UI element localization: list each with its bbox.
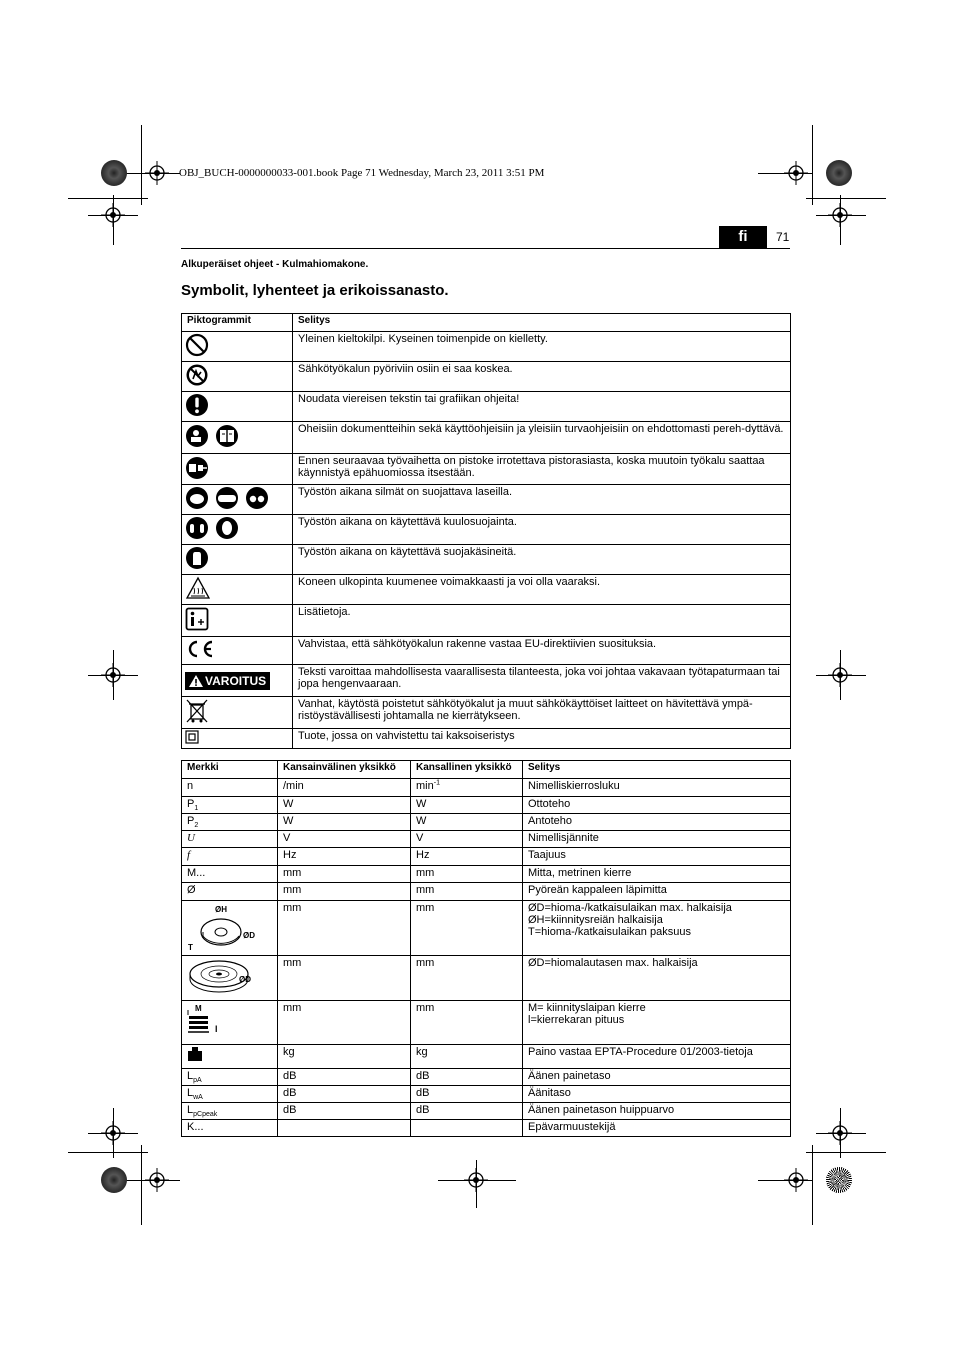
svg-text:ØH: ØH xyxy=(215,905,227,914)
symbol-cell xyxy=(182,901,278,956)
pictogram-row xyxy=(182,697,791,729)
national-unit-cell xyxy=(411,1069,523,1086)
weight-icon xyxy=(187,1046,203,1065)
symbol-subscript: 2 xyxy=(194,822,199,830)
national-unit-text: dB xyxy=(416,1104,430,1116)
national-unit-text: mm xyxy=(416,884,435,896)
gloves-icon xyxy=(185,546,209,573)
explanation-cell xyxy=(523,831,791,848)
international-unit-cell: mm xyxy=(278,866,411,883)
unit-row xyxy=(182,797,791,814)
hot-surface-icon xyxy=(185,576,211,603)
pictogram-row xyxy=(182,515,791,545)
national-unit-text: mm xyxy=(416,902,435,914)
explanation-line: Mitta, metrinen kierre xyxy=(528,867,632,879)
sanding-pad-diagram-icon xyxy=(187,957,267,1000)
pictogram-description: Lisätietoja. xyxy=(293,605,791,637)
explanation-line: ØH=kiinnitysreiän halkaisija xyxy=(528,914,663,926)
registration-disc-icon xyxy=(826,160,852,186)
pictogram-description: Työstön aikana silmät on suojattava laseilla. xyxy=(293,485,791,515)
pictogram-row xyxy=(182,362,791,392)
symbol-cell xyxy=(182,779,278,797)
svg-text:M: M xyxy=(195,1004,202,1013)
national-unit-cell xyxy=(411,1120,523,1137)
symbol-cell xyxy=(182,1086,278,1103)
pictogram-row xyxy=(182,575,791,605)
pictogram-cell xyxy=(182,545,293,575)
symbol-cell xyxy=(182,814,278,831)
pictogram-description: Ennen seuraavaa työvaihetta on pistoke irrotettava pistorasiasta, koska muutoin työkalu saattaa käynnistyä epähuomiossa itsestään. xyxy=(293,454,791,485)
explanation-cell xyxy=(523,797,791,814)
explanation-line: Äänitaso xyxy=(528,1087,571,1099)
national-unit-cell xyxy=(411,1001,523,1045)
registration-burst-icon xyxy=(826,1167,852,1193)
registration-target-icon xyxy=(145,1168,169,1192)
symbol-text: f xyxy=(187,849,191,861)
explanation-cell xyxy=(523,866,791,883)
pictogram-cell xyxy=(182,362,293,392)
pictogram-cell xyxy=(182,422,293,454)
symbol-subscript: pA xyxy=(193,1077,202,1085)
pictogram-cell xyxy=(182,575,293,605)
national-unit-cell xyxy=(411,814,523,831)
symbol-cell xyxy=(182,956,278,1001)
pictogram-cell xyxy=(182,515,293,545)
unit-row xyxy=(182,883,791,901)
pictogram-row xyxy=(182,332,791,362)
national-unit-cell xyxy=(411,866,523,883)
registration-target-icon xyxy=(828,203,852,227)
pictogram-cell xyxy=(182,485,293,515)
unit-row xyxy=(182,1120,791,1137)
language-tab: fi xyxy=(719,226,767,248)
international-unit-cell: W xyxy=(278,797,411,814)
registration-target-icon xyxy=(828,663,852,687)
explanation-cell xyxy=(523,1045,791,1069)
international-unit-cell: mm xyxy=(278,901,411,956)
symbol-text: L xyxy=(187,1087,194,1099)
explanation-cell xyxy=(523,1103,791,1120)
do-not-touch-rotating-icon xyxy=(185,363,209,390)
explanation-cell xyxy=(523,814,791,831)
unit-row xyxy=(182,956,791,1001)
international-unit-cell: Hz xyxy=(278,848,411,866)
explanation-line: ØD=hiomalautasen max. halkaisija xyxy=(528,957,698,969)
symbol-cell xyxy=(182,883,278,901)
national-unit-text: min xyxy=(416,780,434,792)
explanation-cell xyxy=(523,883,791,901)
national-unit-cell xyxy=(411,1045,523,1069)
read-manual-icon xyxy=(185,424,241,451)
explanation-cell xyxy=(523,901,791,956)
explanation-cell xyxy=(523,1069,791,1086)
svg-text:T: T xyxy=(188,943,193,952)
pictogram-cell xyxy=(182,665,293,697)
national-unit-text: dB xyxy=(416,1087,430,1099)
pictogram-row xyxy=(182,392,791,422)
document-subtitle: Alkuperäiset ohjeet - Kulmahiomakone. xyxy=(181,259,369,270)
pictogram-row xyxy=(182,454,791,485)
pictogram-cell xyxy=(182,605,293,637)
symbol-cell xyxy=(182,797,278,814)
symbol-cell xyxy=(182,1045,278,1069)
unit-row xyxy=(182,1086,791,1103)
pictogram-cell xyxy=(182,332,293,362)
svg-text:ØD: ØD xyxy=(239,975,251,984)
symbol-subscript: pCpeak xyxy=(193,1111,218,1119)
international-unit-cell: mm xyxy=(278,1001,411,1045)
unit-row xyxy=(182,1045,791,1069)
ear-protection-icon xyxy=(185,516,241,543)
national-unit-text: mm xyxy=(416,867,435,879)
units-table xyxy=(181,760,791,1137)
unit-row xyxy=(182,1001,791,1045)
unit-row xyxy=(182,866,791,883)
pictogram-description: Vanhat, käytöstä poistetut sähkötyökalut ja muut sähkökäyttöiset laitteet on hävitettävä ympä-ristöystävällisesti johtamalla ne kierrätykseen. xyxy=(293,697,791,729)
double-insulation-icon xyxy=(185,730,199,747)
national-unit-text: Hz xyxy=(416,849,430,861)
symbol-text: K... xyxy=(187,1121,204,1133)
pictogram-description: Noudata viereisen tekstin tai grafiikan ohjeita! xyxy=(293,392,791,422)
weee-bin-icon xyxy=(185,698,209,727)
registration-disc-icon xyxy=(101,160,127,186)
pictogram-description: Työstön aikana on käytettävä suojakäsineitä. xyxy=(293,545,791,575)
symbol-text: n xyxy=(187,780,194,792)
national-unit-text: V xyxy=(416,832,424,844)
explanation-cell xyxy=(523,1001,791,1045)
explanation-line: M= kiinnityslaipan kierre xyxy=(528,1002,646,1014)
symbol-text: Ø xyxy=(187,884,196,896)
symbol-text: L xyxy=(187,1104,194,1116)
pictogram-row xyxy=(182,545,791,575)
unit-row xyxy=(182,901,791,956)
print-slug: OBJ_BUCH-0000000033-001.book Page 71 Wednesday, March 23, 2011 3:51 PM xyxy=(179,167,545,179)
pictogram-description: Koneen ulkopinta kuumenee voimakkaasti ja voi olla vaaraksi. xyxy=(293,575,791,605)
symbol-cell xyxy=(182,1103,278,1120)
explanation-line: Äänen painetason huippuarvo xyxy=(528,1104,675,1116)
symbol-text: M... xyxy=(187,867,206,879)
pictogram-description: Teksti varoittaa mahdollisesta vaarallisesta tilanteesta, joka voi johtaa vakavaan työtapaturmaan tai jopa hengenvaaraan. xyxy=(293,665,791,697)
national-unit-cell xyxy=(411,831,523,848)
ce-mark-icon xyxy=(185,639,215,662)
explanation-cell xyxy=(523,779,791,797)
explanation-line: Pyöreän kappaleen läpimitta xyxy=(528,884,667,896)
unit-row xyxy=(182,814,791,831)
international-unit-cell: /min xyxy=(278,779,411,797)
pictogram-description: Työstön aikana on käytettävä kuulosuojainta. xyxy=(293,515,791,545)
unit-row xyxy=(182,1103,791,1120)
registration-target-icon xyxy=(101,663,125,687)
explanation-line: Taajuus xyxy=(528,849,566,861)
national-unit-text: mm xyxy=(416,1002,435,1014)
international-unit-cell xyxy=(278,1120,411,1137)
column-header-international-unit: Kansainvälinen yksikkö xyxy=(278,761,411,779)
national-unit-cell xyxy=(411,779,523,797)
symbol-subscript: wA xyxy=(193,1094,203,1102)
explanation-cell xyxy=(523,956,791,1001)
pictogram-description: Sähkötyökalun pyöriviin osiin ei saa koskea. xyxy=(293,362,791,392)
pictogram-row xyxy=(182,665,791,697)
registration-target-icon xyxy=(464,1168,488,1192)
explanation-line: Antoteho xyxy=(528,815,573,827)
unit-row xyxy=(182,1069,791,1086)
unit-row xyxy=(182,848,791,866)
pictogram-cell xyxy=(182,729,293,749)
explanation-line: Epävarmuustekijä xyxy=(528,1121,616,1133)
explanation-line: Nimellisjännite xyxy=(528,832,599,844)
symbol-cell xyxy=(182,1001,278,1045)
column-header-description: Selitys xyxy=(293,314,791,332)
registration-target-icon xyxy=(828,1121,852,1145)
explanation-line: Äänen painetaso xyxy=(528,1070,611,1082)
explanation-cell xyxy=(523,1086,791,1103)
registration-disc-icon xyxy=(101,1167,127,1193)
explanation-line: T=hioma-/katkaisulaikan paksuus xyxy=(528,926,691,938)
column-header-explanation: Selitys xyxy=(523,761,791,779)
pictogram-cell xyxy=(182,637,293,665)
national-unit-cell xyxy=(411,848,523,866)
explanation-cell xyxy=(523,1120,791,1137)
symbol-subscript: 1 xyxy=(194,805,199,813)
pictogram-row xyxy=(182,422,791,454)
warning-label-text: VAROITUS xyxy=(205,673,267,688)
international-unit-cell: dB xyxy=(278,1086,411,1103)
symbol-text: P xyxy=(187,798,195,810)
svg-text:l: l xyxy=(215,1024,218,1034)
pictogram-cell xyxy=(182,454,293,485)
header-rule xyxy=(181,248,790,249)
pictogram-description: Vahvistaa, että sähkötyökalun rakenne vastaa EU-direktiivien suosituksia. xyxy=(293,637,791,665)
exclamation-icon xyxy=(185,393,209,420)
national-unit-cell xyxy=(411,1103,523,1120)
national-unit-cell xyxy=(411,901,523,956)
symbol-cell xyxy=(182,831,278,848)
explanation-line: Paino vastaa EPTA-Procedure 01/2003-tietoja xyxy=(528,1046,753,1058)
international-unit-cell: mm xyxy=(278,883,411,901)
explanation-cell xyxy=(523,848,791,866)
international-unit-cell: V xyxy=(278,831,411,848)
page-number: 71 xyxy=(776,230,790,244)
column-header-national-unit: Kansallinen yksikkö xyxy=(411,761,523,779)
pictogram-cell xyxy=(182,697,293,729)
international-unit-cell: kg xyxy=(278,1045,411,1069)
national-unit-text: W xyxy=(416,798,427,810)
unplug-icon xyxy=(185,456,209,483)
unit-row xyxy=(182,779,791,797)
explanation-line: l=kierrekaran pituus xyxy=(528,1014,625,1026)
section-title: Symbolit, lyhenteet ja erikoissanasto. xyxy=(181,282,449,299)
national-unit-superscript: -1 xyxy=(433,779,440,787)
national-unit-text: dB xyxy=(416,1070,430,1082)
registration-target-icon xyxy=(784,161,808,185)
pictogram-description: Tuote, jossa on vahvistettu tai kaksoiseristys xyxy=(293,729,791,749)
national-unit-text: kg xyxy=(416,1046,428,1058)
info-icon xyxy=(185,607,209,634)
pictogram-row xyxy=(182,605,791,637)
registration-target-icon xyxy=(784,1168,808,1192)
pictogram-description: Oheisiin dokumentteihin sekä käyttöohjeisiin ja yleisiin turvaohjeisiin on ehdottomasti pereh-dyttävä. xyxy=(293,422,791,454)
prohibition-icon xyxy=(185,333,209,360)
symbol-text: L xyxy=(187,1070,194,1082)
registration-target-icon xyxy=(145,161,169,185)
pictogram-description: Yleinen kieltokilpi. Kyseinen toimenpide on kielletty. xyxy=(293,332,791,362)
column-header-pictograms: Piktogrammit xyxy=(182,314,293,332)
registration-target-icon xyxy=(101,203,125,227)
pictogram-row xyxy=(182,637,791,665)
eye-protection-icon xyxy=(185,486,269,513)
symbol-text: P xyxy=(187,815,195,827)
pictogram-row xyxy=(182,729,791,749)
national-unit-cell xyxy=(411,956,523,1001)
symbol-text: U xyxy=(187,832,195,844)
pictogram-row xyxy=(182,485,791,515)
international-unit-cell: mm xyxy=(278,956,411,1001)
national-unit-cell xyxy=(411,797,523,814)
symbol-cell xyxy=(182,1069,278,1086)
national-unit-cell xyxy=(411,1086,523,1103)
symbol-cell xyxy=(182,848,278,866)
explanation-line: ØD=hioma-/katkaisulaikan max. halkaisija xyxy=(528,902,732,914)
pictogram-table xyxy=(181,313,791,749)
spindle-thread-diagram-icon xyxy=(187,1002,227,1041)
national-unit-cell xyxy=(411,883,523,901)
unit-row xyxy=(182,831,791,848)
national-unit-text: W xyxy=(416,815,427,827)
registration-target-icon xyxy=(101,1121,125,1145)
grinding-disc-diagram-icon xyxy=(187,902,267,955)
international-unit-cell: W xyxy=(278,814,411,831)
symbol-cell xyxy=(182,1120,278,1137)
explanation-line: Ottoteho xyxy=(528,798,571,810)
svg-text:ØD: ØD xyxy=(243,931,255,940)
warning-label-icon xyxy=(185,672,270,690)
column-header-symbol: Merkki xyxy=(182,761,278,779)
pictogram-cell xyxy=(182,392,293,422)
international-unit-cell: dB xyxy=(278,1069,411,1086)
international-unit-cell: dB xyxy=(278,1103,411,1120)
explanation-line: Nimelliskierrosluku xyxy=(528,780,620,792)
national-unit-text: mm xyxy=(416,957,435,969)
symbol-cell xyxy=(182,866,278,883)
